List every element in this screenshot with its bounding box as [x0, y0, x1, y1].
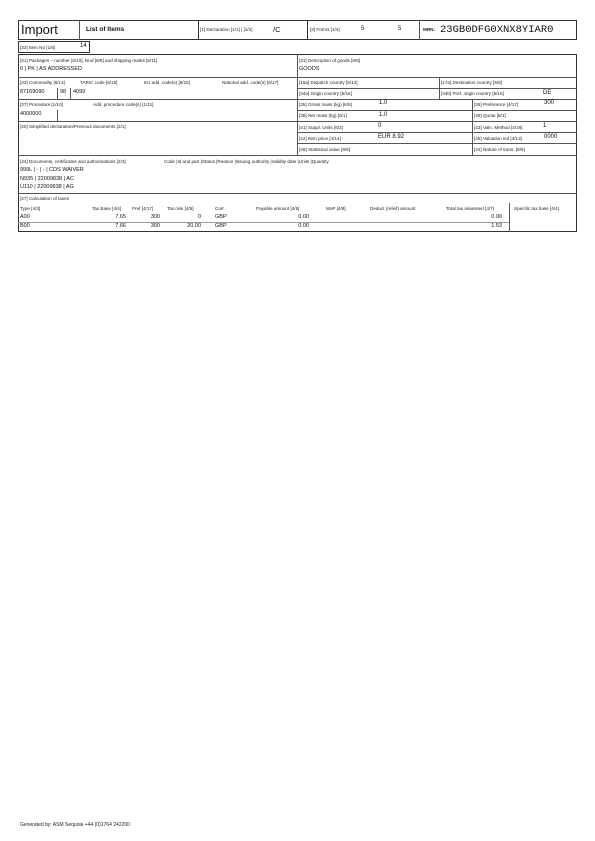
valn-method-label: [43] Valn. Method [4/16]: [474, 125, 523, 130]
pref-origin-country-label: [34b] Pref. origin country [5/16]: [441, 91, 504, 96]
tax-rate-cell: 20.00: [187, 223, 201, 229]
commodity-value: 87169090: [20, 89, 45, 95]
total-tax-cell: 0.00: [491, 214, 502, 220]
origin-country-label: [34a] Origin country [5/15]: [299, 91, 352, 96]
payable-amount-cell: 0.00: [298, 214, 309, 220]
mop-header: MoP [4/8]: [326, 206, 346, 211]
document-line: U110 | 22009838 | AG: [20, 184, 74, 190]
tax-base-header: Tax Base [4/4]: [92, 206, 122, 211]
tax-type-cell: B00: [20, 223, 30, 229]
national-add-code-value: 4099: [73, 89, 86, 95]
tax-type-cell: A00: [20, 214, 30, 220]
mrn-value: 23GB0DFG0XNX8YIAR0: [440, 24, 554, 36]
documents-code-label: Code |Id and part |Status |Reason |Issuing authority |Validity date |Units |Quantity: [164, 159, 329, 164]
deduct-amount-header: Deduct (relief) amount: [370, 206, 416, 211]
tax-rate-cell: 0: [197, 214, 201, 220]
divider: [18, 77, 577, 78]
tax-base-cell: 7.65: [115, 214, 126, 220]
divider: [18, 222, 509, 223]
suppl-units-value: 0: [378, 123, 382, 129]
divider: [419, 20, 420, 40]
divider: [439, 77, 440, 99]
tax-pref-cell: 300: [150, 214, 160, 220]
divider: [18, 193, 577, 194]
gross-mass-label: [35] Gross mass (kg) [6/5]: [299, 102, 352, 107]
item-no-label: [32] Item No [1/6]: [20, 45, 56, 50]
total-tax-header: Total tax assessed [4/7]: [446, 206, 495, 211]
divider: [57, 88, 58, 99]
valuation-ind-label: [45] Valuation ind [4/13]: [474, 136, 522, 141]
taric-value: 98: [60, 89, 67, 95]
forms-value-2: 5: [398, 26, 402, 32]
item-no-value: 14: [80, 43, 87, 49]
declaration-label: [1] Declaration [1/1] | [1/2]: [200, 27, 253, 32]
footer-generated-by: Generated by: ASM Sequoia +44 (0)1764 242200: [20, 822, 130, 828]
suppl-units-label: [41] Suppl. Units [6/2]: [299, 125, 343, 130]
eu-add-code-label: EU add. code(s) [6/16]: [144, 80, 190, 85]
forms-label: [3] Forms [1/4]: [310, 27, 340, 32]
statistical-value-label: [46] Statistical value [8/6]: [299, 147, 351, 152]
specific-tax-base-header: Specific tax base [4/4]: [514, 206, 559, 211]
divider: [79, 20, 80, 40]
divider: [297, 88, 577, 89]
item-price-value: EUR 8.92: [378, 134, 405, 140]
list-title: List of Items: [86, 26, 125, 33]
payable-amount-cell: 0.00: [298, 223, 309, 229]
tax-type-header: Type [4/3]: [20, 206, 41, 211]
divider: [297, 110, 577, 111]
item-price-label: [42] Item price [4/14]: [299, 136, 341, 141]
quota-label: [39] Quota [8/1]: [474, 113, 506, 118]
tax-base-cell: 7.66: [115, 223, 126, 229]
gross-mass-value: 1.0: [379, 100, 388, 106]
preference-label: [36] Preference [4/17]: [474, 102, 519, 107]
tax-pref-cell: 300: [150, 223, 160, 229]
divider: [297, 132, 577, 133]
document-title: Import: [21, 22, 58, 37]
national-add-code-label: National add. code(s) [6/17]: [222, 80, 279, 85]
forms-value-1: 5: [361, 26, 365, 32]
packages-value: 0 | PK | AS ADDRESSED: [20, 66, 82, 72]
total-tax-cell: 1.53: [491, 223, 502, 229]
document-line: N935 | 22009838 | AC: [20, 176, 74, 182]
divider: [509, 203, 510, 232]
tax-curr-cell: GBP: [215, 223, 227, 229]
document-line: 999L | - | - | CDS WAIVER: [20, 167, 84, 173]
divider: [297, 143, 577, 144]
destination-country-label: [17a] Destination country [5/8]: [441, 80, 503, 85]
mrn-label: MRN:: [423, 27, 435, 32]
payable-amount-header: Payable amount [4/6]: [256, 206, 300, 211]
description-label: [31] Description of goods [6/8]: [299, 58, 361, 63]
tax-curr-header: Curr: [215, 206, 224, 211]
procedure-value: 4000000: [20, 111, 42, 117]
divider: [18, 121, 577, 122]
nature-of-trans-label: [24] Nature of trans. [8/5]: [474, 147, 525, 152]
simplified-declaration-label: [40] Simplified declaration/Previous documents [2/1]: [20, 124, 126, 129]
add-procedure-label: Add. procedure code(s) [1/11]: [93, 102, 154, 107]
procedure-label: [37] Procedure [1/10]: [20, 102, 63, 107]
packages-label: [31] Packages – number [6/10], kind [6/9] and shipping marks [6/11]: [20, 58, 158, 63]
description-value: GOODS: [299, 66, 320, 72]
pref-origin-country-value: DE: [543, 90, 552, 96]
documents-label: [44] Documents, certificates and authorisations [2/3]: [20, 159, 126, 164]
divider: [18, 99, 577, 100]
commodity-label: [33] Commodity [6/14]: [20, 80, 65, 85]
divider: [472, 99, 473, 155]
taxes-label: [47] Calculation of taxes: [20, 196, 70, 201]
dispatch-country-label: [15a] Dispatch country [5/14]: [299, 80, 358, 85]
declaration-value: /C: [273, 25, 281, 34]
taric-label: TARIC code [6/15]: [80, 80, 118, 85]
tax-pref-header: Pref [4/17]: [132, 206, 154, 211]
divider: [297, 54, 298, 155]
preference-value: 300: [544, 100, 555, 106]
net-mass-label: [38] Net mass (kg) [6/1]: [299, 113, 347, 118]
valuation-ind-value: 0000: [544, 134, 558, 140]
tax-curr-cell: GBP: [215, 214, 227, 220]
divider: [18, 155, 577, 156]
divider: [70, 88, 71, 99]
tax-rate-header: Tax rate [4/5]: [167, 206, 194, 211]
divider: [57, 110, 58, 121]
valn-method-value: 1: [543, 123, 547, 129]
net-mass-value: 1.0: [379, 112, 388, 118]
